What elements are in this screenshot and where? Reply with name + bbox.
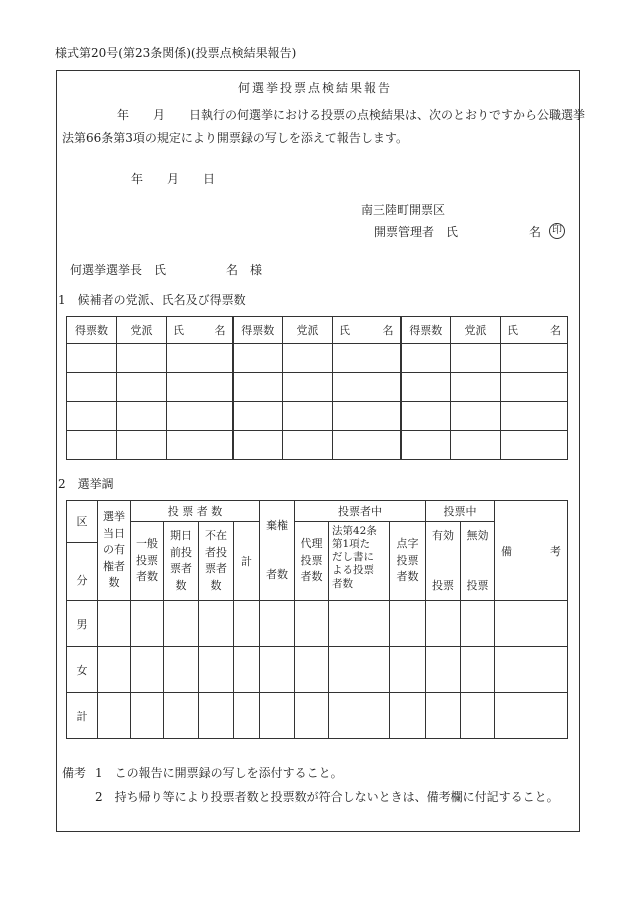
- notes-label: 備考: [62, 766, 87, 780]
- cell-input[interactable]: [451, 344, 501, 373]
- cell-input[interactable]: [131, 647, 164, 693]
- cell-input[interactable]: [167, 373, 233, 402]
- table-row: [67, 402, 568, 431]
- note-item-2: 2 持ち帰り等により投票者数と投票数が符合しないときは、備考欄に付記すること。: [95, 790, 559, 804]
- header-eligible-voters: [98, 501, 131, 601]
- header-valid-votes: 有効 投票: [426, 522, 461, 601]
- cell-input[interactable]: [401, 373, 451, 402]
- cell-input[interactable]: [401, 344, 451, 373]
- cell-input[interactable]: [295, 693, 329, 739]
- counting-district: 南三陸町開票区: [361, 203, 446, 217]
- row-label-male: 男: [67, 601, 98, 647]
- row-label-female: 女: [67, 647, 98, 693]
- cell-input[interactable]: [426, 601, 461, 647]
- survey-header-row-2: [67, 522, 568, 543]
- cell-input[interactable]: [333, 344, 401, 373]
- seal-mark: 印: [549, 223, 565, 239]
- cell-input[interactable]: [461, 647, 495, 693]
- cell-input[interactable]: [98, 601, 131, 647]
- cell-input[interactable]: [295, 647, 329, 693]
- header-proxy-voters: 代理 投票 者数: [295, 522, 329, 601]
- cell-input[interactable]: [501, 373, 568, 402]
- cell-input[interactable]: [234, 601, 260, 647]
- note-item-1: 1 この報告に開票録の写しを添付すること。: [95, 766, 343, 780]
- cell-input[interactable]: [333, 402, 401, 431]
- cell-input[interactable]: [451, 373, 501, 402]
- candidate-votes-table: [66, 316, 568, 460]
- header-among-votes-group: 投票中: [426, 501, 495, 522]
- cell-input[interactable]: [164, 647, 199, 693]
- cell-input[interactable]: [451, 431, 501, 460]
- header-party: 党派: [283, 317, 333, 344]
- header-early-voters: 期日 前投 票者 数: [164, 522, 199, 601]
- cell-input[interactable]: [283, 431, 333, 460]
- cell-input[interactable]: [117, 431, 167, 460]
- survey-row-total: [67, 693, 568, 739]
- cell-input[interactable]: [233, 431, 283, 460]
- cell-input[interactable]: [117, 373, 167, 402]
- cell-input[interactable]: [461, 601, 495, 647]
- header-voter-total: 計: [234, 522, 260, 601]
- cell-input[interactable]: [333, 431, 401, 460]
- cell-input[interactable]: [390, 693, 426, 739]
- cell-input[interactable]: [283, 373, 333, 402]
- cell-input[interactable]: [199, 601, 234, 647]
- cell-input[interactable]: [333, 373, 401, 402]
- header-name: 氏名: [333, 317, 401, 344]
- cell-input[interactable]: [167, 344, 233, 373]
- cell-input[interactable]: [260, 693, 295, 739]
- cell-input[interactable]: [501, 344, 568, 373]
- cell-input[interactable]: [501, 431, 568, 460]
- cell-input[interactable]: [131, 601, 164, 647]
- cell-input[interactable]: [283, 344, 333, 373]
- section2-heading: 2 選挙調: [58, 477, 114, 491]
- cell-input[interactable]: [233, 344, 283, 373]
- intro-line-1: 年 月 日執行の何選挙における投票の点検結果は、次のとおりですから公職選挙: [117, 108, 586, 122]
- cell-input[interactable]: [164, 693, 199, 739]
- header-voter-count-group: 投 票 者 数: [131, 501, 260, 522]
- cell-input[interactable]: [234, 693, 260, 739]
- cell-input[interactable]: [451, 402, 501, 431]
- cell-input[interactable]: [329, 601, 390, 647]
- candidate-header-row: [67, 317, 568, 344]
- addressee: 何選挙選挙長 氏 名 様: [70, 263, 263, 277]
- cell-input[interactable]: [67, 431, 117, 460]
- cell-input[interactable]: [67, 402, 117, 431]
- cell-input[interactable]: [234, 647, 260, 693]
- header-party: 党派: [451, 317, 501, 344]
- cell-input[interactable]: [117, 402, 167, 431]
- header-absentee-voters: 不在 者投 票者 数: [199, 522, 234, 601]
- cell-input[interactable]: [199, 693, 234, 739]
- header-abstention: 棄権 者数: [260, 501, 295, 601]
- cell-input[interactable]: [329, 647, 390, 693]
- cell-input[interactable]: [295, 601, 329, 647]
- survey-row-male: [67, 601, 568, 647]
- table-row: [67, 431, 568, 460]
- header-eligible-voters-text: 選挙 当日 の有 権者 数: [103, 510, 125, 590]
- row-label-total: 計: [67, 693, 98, 739]
- header-remarks: 備 考: [495, 501, 568, 601]
- header-kubun-bottom: 分: [67, 543, 98, 601]
- table-row: [67, 344, 568, 373]
- cell-input[interactable]: [67, 373, 117, 402]
- cell-input[interactable]: [98, 693, 131, 739]
- cell-input[interactable]: [495, 601, 568, 647]
- header-invalid-votes: 無効 投票: [461, 522, 495, 601]
- form-label: 様式第20号(第23条関係)(投票点検結果報告): [55, 46, 297, 60]
- election-survey-table: [66, 500, 568, 739]
- cell-input[interactable]: [117, 344, 167, 373]
- cell-input[interactable]: [260, 601, 295, 647]
- cell-input[interactable]: [167, 402, 233, 431]
- header-votes: 得票数: [67, 317, 117, 344]
- table-row: [67, 373, 568, 402]
- header-name: 氏名: [167, 317, 233, 344]
- report-date: 年 月 日: [131, 172, 216, 186]
- cell-input[interactable]: [131, 693, 164, 739]
- header-art42-voters: 法第42条 第1項た だし書に よる投票 者数: [329, 522, 390, 601]
- survey-row-female: [67, 647, 568, 693]
- cell-input[interactable]: [390, 601, 426, 647]
- survey-header-row-1: [67, 501, 568, 522]
- cell-input[interactable]: [67, 344, 117, 373]
- cell-input[interactable]: [98, 647, 131, 693]
- header-votes: 得票数: [233, 317, 283, 344]
- cell-input[interactable]: [426, 693, 461, 739]
- header-braille-voters: 点字 投票 者数: [390, 522, 426, 601]
- cell-input[interactable]: [167, 431, 233, 460]
- header-among-voters-group: 投票者中: [295, 501, 426, 522]
- cell-input[interactable]: [233, 373, 283, 402]
- cell-input[interactable]: [233, 402, 283, 431]
- cell-input[interactable]: [495, 693, 568, 739]
- header-name: 氏名: [501, 317, 568, 344]
- cell-input[interactable]: [501, 402, 568, 431]
- header-general-voters: 一般 投票 者数: [131, 522, 164, 601]
- cell-input[interactable]: [329, 693, 390, 739]
- report-title: 何選挙投票点検結果報告: [237, 81, 392, 95]
- cell-input[interactable]: [401, 402, 451, 431]
- cell-input[interactable]: [426, 647, 461, 693]
- cell-input[interactable]: [390, 647, 426, 693]
- cell-input[interactable]: [199, 647, 234, 693]
- cell-input[interactable]: [164, 601, 199, 647]
- cell-input[interactable]: [495, 647, 568, 693]
- section1-heading: 1 候補者の党派、氏名及び得票数: [58, 293, 246, 307]
- manager-label: 開票管理者 氏: [374, 225, 459, 239]
- intro-line-2: 法第66条第3項の規定により開票録の写しを添えて報告します。: [62, 131, 408, 145]
- cell-input[interactable]: [461, 693, 495, 739]
- cell-input[interactable]: [401, 431, 451, 460]
- cell-input[interactable]: [283, 402, 333, 431]
- header-votes: 得票数: [401, 317, 451, 344]
- manager-name-suffix: 名: [529, 225, 542, 239]
- header-party: 党派: [117, 317, 167, 344]
- header-kubun-top: 区: [67, 501, 98, 543]
- cell-input[interactable]: [260, 647, 295, 693]
